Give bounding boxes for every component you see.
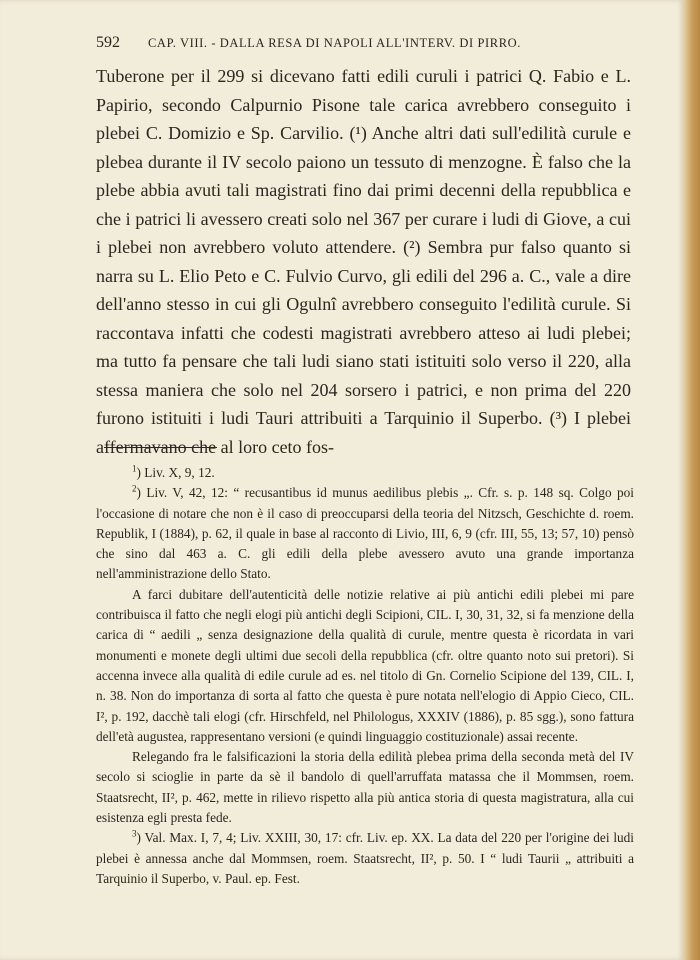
- footnote-2-continuation: [96, 585, 634, 747]
- body-paragraph: Tuberone per il 299 si dicevano fatti edili curuli i patrici Q. Fabio e L. Papirio, secondo Calpurnio Pisone tale carica avrebbero conseguito i plebei C. Domizio e Sp. Carvilio. (¹) Anche altri dati sull'edilità curule e plebea durante il IV secolo paiono un tessuto di menzogne. È falso che la plebe abbia avuti tali magistrati fino dai primi decenni della repubblica e che i patrici li avessero creati solo nel 367 per curare i ludi di Giove, a cui i plebei non avrebbero voluto attendere. (²) Sembra pur falso quanto si narra su L. Elio Peto e C. Fulvio Curvo, gli edili del 296 a. C., vale a dire dell'anno stesso in cui gli Ogulnî avrebbero conseguito l'edilità curule. Si raccontava infatti che codesti magistrati avrebbero atteso ai ludi plebei; ma tutto fa pensare che tali ludi siano stati istituiti solo verso il 220, alla stessa maniera che solo nel 204 sorsero i patrici, e non prima del 220 furono istituiti i ludi Tauri attribuiti a Tarquinio il Superbo. (³) I plebei affermavano che al loro ceto fos-: [96, 66, 631, 457]
- footnote-mark: 1: [132, 463, 137, 474]
- footnote-3: $^3$) Val. Max. I, 7, 4; Liv. XXIII, 30, 17: cfr. Liv. ep. XX. La data del 220 per l'origine dei ludi plebei è annessa anche dal Mommsen, roem. Staatsrecht, II², p. 50. I “ ludi Taurii „ attribuiti a Tarquinio il Superbo, v. Paul. ep. Fest.: [96, 828, 634, 886]
- running-head: CAP. VIII. - DALLA RESA DI NAPOLI ALL'INTERV. DI PIRRO.: [148, 36, 522, 50]
- footnote-separator: [104, 447, 217, 448]
- footnote-mark: 3: [132, 828, 137, 839]
- footnote-2-continuation: [96, 747, 634, 828]
- footnote-text: Liv. V, 42, 12: “ recusantibus id munus aedilibus plebis „. Cfr. s. p. 148 sq. Colgo poi l'occasione di notare che non è il caso di preoccuparsi della teoria del Nitzsch, Geschichte d. roem. Republik, I (1884), p. 62, il quale in base al racconto di Livio, III, 6, 9 (cfr. III, 55, 13; 57, 10) pensò che sino dal 463 a. C. gli edili della plebe avessero avuto una grande importanza nell'amministrazione dello Stato.: [96, 485, 634, 582]
- footnote-text: A farci dubitare dell'autenticità delle notizie relative ai più antichi edili plebei mi pare contribuisca il fatto che negli elogi più antichi degli Scipioni, CIL. I, 30, 31, 32, si fa menzione della carica di “ aedili „ senza designazione della qualità di curule, mentre questa è ricordata in vari monumenti e monete degli ultimi due secoli della repubblica (cfr. oltre quanto noto sui pretori). Si accenna invece alla qualità di edile curule ad es. nel titolo di Gn. Cornelio Scipione del 139, CIL. I, n. 38. Non do importanza di sorta al fatto che questa è pure notata nell'elogio di Appio Cieco, CIL. I², p. 192, dacchè tali elogi (cfr. Hirschfeld, nel Philologus, XXXIV (1886), p. 85 sgg.), sono fattura dell'età augustea, rappresentano versioni (e quindi linguaggio costituzionale) assai recente.: [96, 586, 634, 744]
- footnote-1: $^1$) Liv. X, 9, 12.: [132, 463, 215, 480]
- footnote-mark: 2: [132, 483, 137, 494]
- main-text: [96, 62, 631, 461]
- footnote-text: Relegando fra le falsificazioni la storia della edilità plebea prima della seconda metà del IV secolo si scioglie in parte da sè il bandolo di quell'arruffata matassa che il Mommsen, roem. Staatsrecht, II², p. 462, mette in rilievo rispetto alla più antica storia di questa magistratura, alla cui esistenza egli presta fede.: [96, 749, 634, 826]
- footnote-text: Liv. X, 9, 12.: [144, 465, 215, 480]
- page-number: 592: [96, 34, 120, 51]
- footnotes: [96, 463, 634, 889]
- page-edge: [684, 0, 700, 960]
- footnote-text: Val. Max. I, 7, 4; Liv. XXIII, 30, 17: cfr. Liv. ep. XX. La data del 220 per l'origine dei ludi plebei è annessa anche dal Mommsen, roem. Staatsrecht, II², p. 50. I “ ludi Taurii „ attribuiti a Tarquinio il Superbo, v. Paul. ep. Fest.: [96, 830, 634, 886]
- footnote-2: $^2$) Liv. V, 42, 12: “ recusantibus id munus aedilibus plebis „. Cfr. s. p. 148 sq. Colgo poi l'occasione di notare che non è il caso di preoccuparsi della teoria del Nitzsch, Geschichte d. roem. Republik, I (1884), p. 62, il quale in base al racconto di Livio, III, 6, 9 (cfr. III, 55, 13; 57, 10) pensò che sino dal 463 a. C. gli edili della plebe avessero avuto una grande importanza nell'amministrazione dello Stato.: [96, 483, 634, 582]
- page-header: [96, 34, 636, 52]
